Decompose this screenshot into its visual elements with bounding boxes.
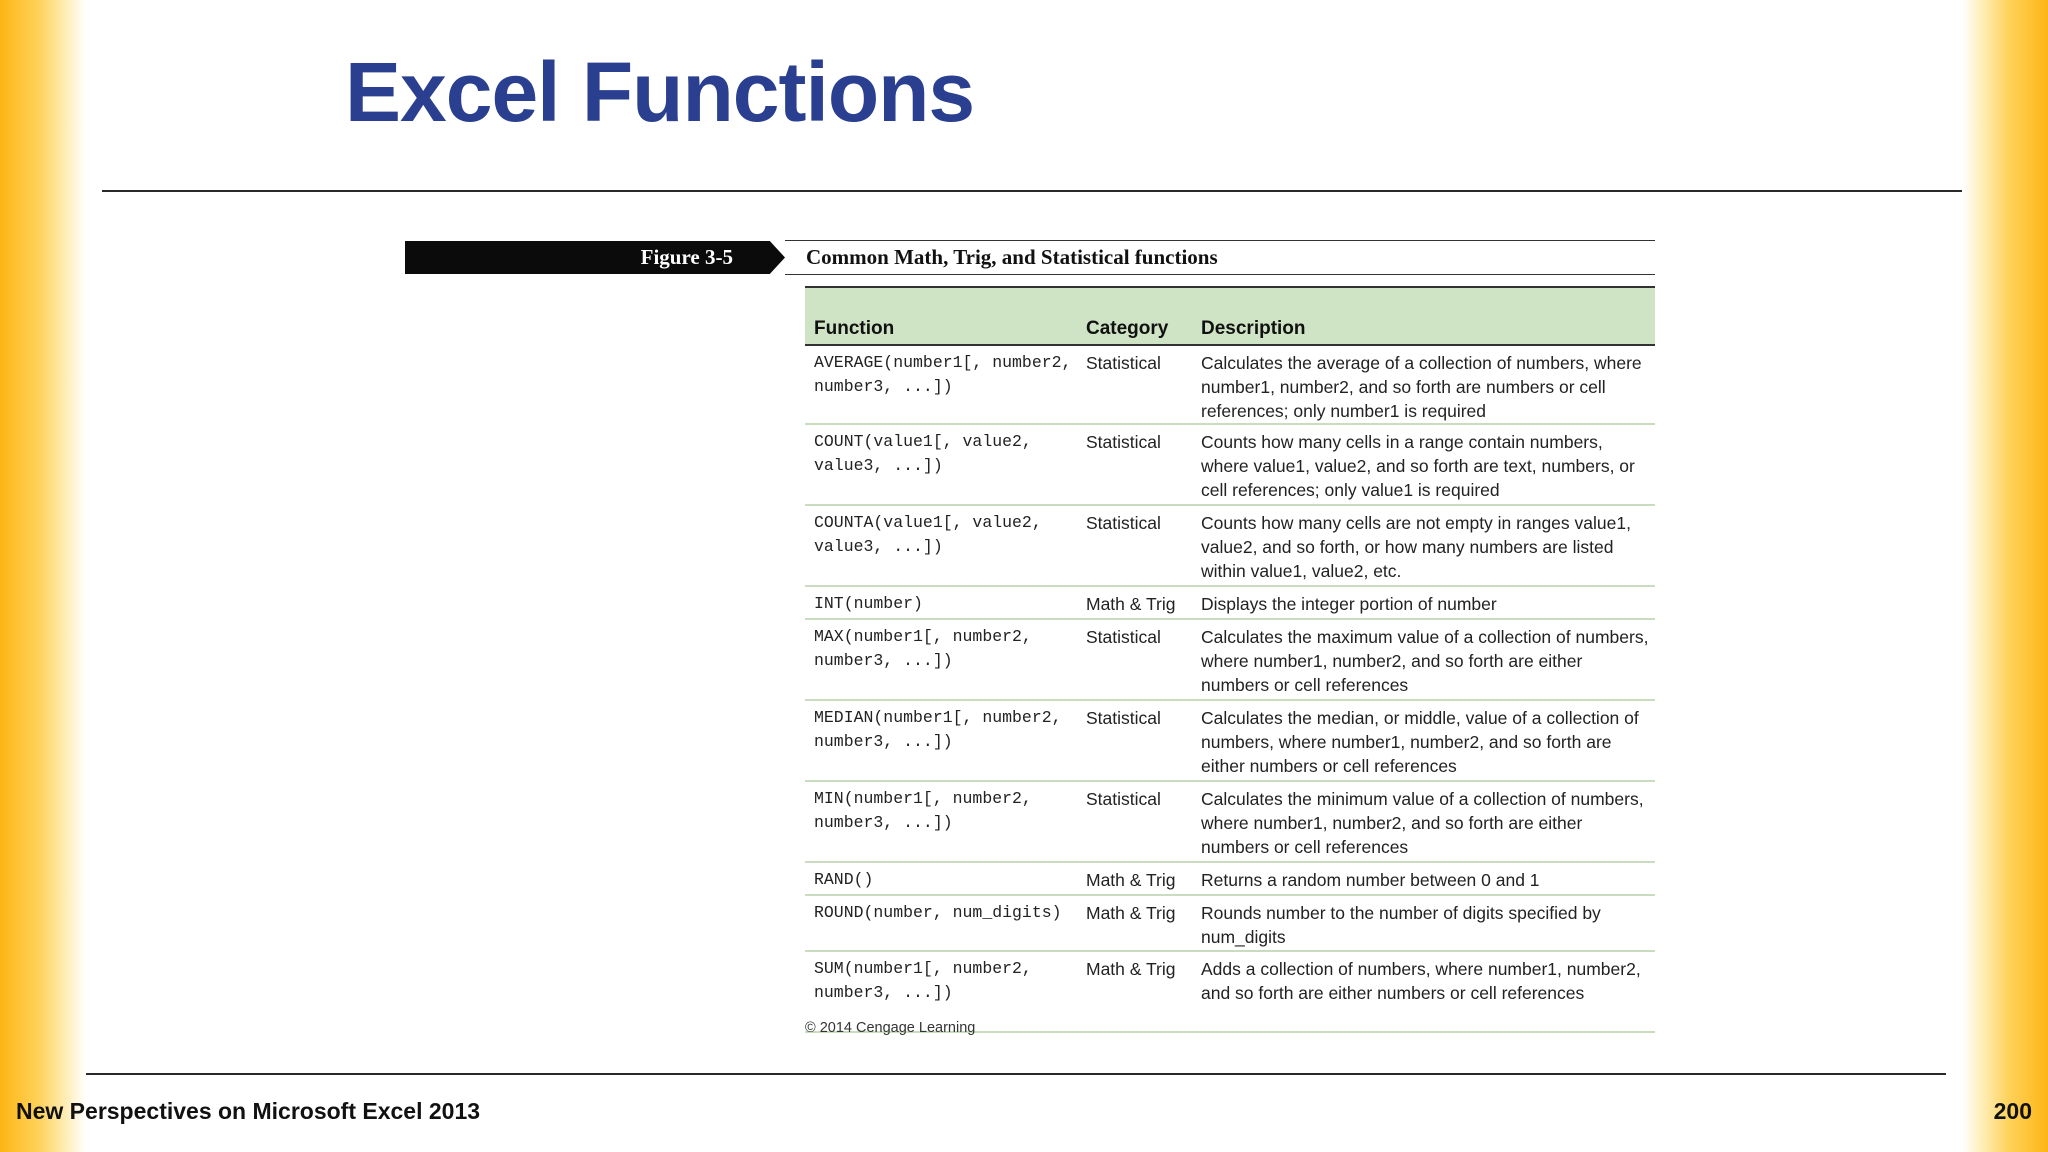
category-cell: Statistical [1086,627,1161,647]
function-cell: MIN(number1[, number2, number3, ...]) [814,789,1032,832]
description-cell: Calculates the average of a collection of numbers, where number1, number2, and so forth are numbers or cell references; only number1 is required [1201,353,1642,421]
function-cell: INT(number) [814,594,923,613]
category-cell: Statistical [1086,789,1161,809]
function-cell: SUM(number1[, number2, number3, ...]) [814,959,1032,1002]
category-cell: Math & Trig [1086,594,1176,614]
table-row [805,896,1655,952]
footer-text: New Perspectives on Microsoft Excel 2013 [16,1098,481,1124]
description-cell: Rounds number to the number of digits specified by num_digits [1201,903,1601,947]
table-row [805,620,1655,701]
function-cell: MEDIAN(number1[, number2, number3, ...]) [814,708,1062,751]
function-cell: RAND() [814,870,874,889]
category-cell: Math & Trig [1086,870,1176,890]
table-header [805,288,1655,346]
table-row [805,587,1655,620]
table-row [805,863,1655,896]
category-cell: Statistical [1086,513,1161,533]
description-cell: Counts how many cells are not empty in ranges value1, value2, and so forth, or how many numbers are listed within value1, value2, etc. [1201,513,1631,581]
category-cell: Statistical [1086,708,1161,728]
table-body [805,346,1655,1033]
page-number: 200 [1993,1098,2032,1124]
table-row [805,701,1655,782]
column-header-category: Category [1086,318,1169,339]
column-header-description: Description [1201,318,1306,339]
title-divider [102,190,1962,192]
slide-title: Excel Functions [345,45,975,139]
table-row [805,346,1655,425]
figure-credit: © 2014 Cengage Learning [805,1020,976,1036]
description-cell: Counts how many cells in a range contain numbers, where value1, value2, and so forth are text, numbers, or cell references; only value1 is required [1201,432,1635,500]
function-cell: MAX(number1[, number2, number3, ...]) [814,627,1032,670]
function-cell: AVERAGE(number1[, number2, number3, ...]) [814,353,1072,396]
category-cell: Math & Trig [1086,903,1176,923]
description-cell: Calculates the median, or middle, value of a collection of numbers, where number1, number2, and so forth are either numbers or cell references [1201,708,1639,776]
description-cell: Calculates the minimum value of a collection of numbers, where number1, number2, and so forth are either numbers or cell references [1201,789,1644,857]
figure-label: Figure 3-5 [640,245,733,269]
footer-divider [86,1073,1946,1075]
table-row [805,425,1655,506]
figure-bottom-rule [785,274,1655,275]
column-header-function: Function [814,318,895,339]
function-cell: COUNTA(value1[, value2, value3, ...]) [814,513,1042,556]
right-decorative-band [1962,0,2048,1152]
function-cell: ROUND(number, num_digits) [814,903,1062,922]
table-row [805,782,1655,863]
function-cell: COUNT(value1[, value2, value3, ...]) [814,432,1032,475]
category-cell: Math & Trig [1086,959,1176,979]
functions-table [805,286,1655,1033]
description-cell: Calculates the maximum value of a collection of numbers, where number1, number2, and so forth are either numbers or cell references [1201,627,1649,695]
left-decorative-band [0,0,86,1152]
description-cell: Returns a random number between 0 and 1 [1201,870,1540,890]
figure-title: Common Math, Trig, and Statistical functions [806,245,1218,269]
table-row [805,506,1655,587]
category-cell: Statistical [1086,353,1161,373]
description-cell: Displays the integer portion of number [1201,594,1497,614]
category-cell: Statistical [1086,432,1161,452]
description-cell: Adds a collection of numbers, where number1, number2, and so forth are either numbers or cell references [1201,959,1641,1003]
